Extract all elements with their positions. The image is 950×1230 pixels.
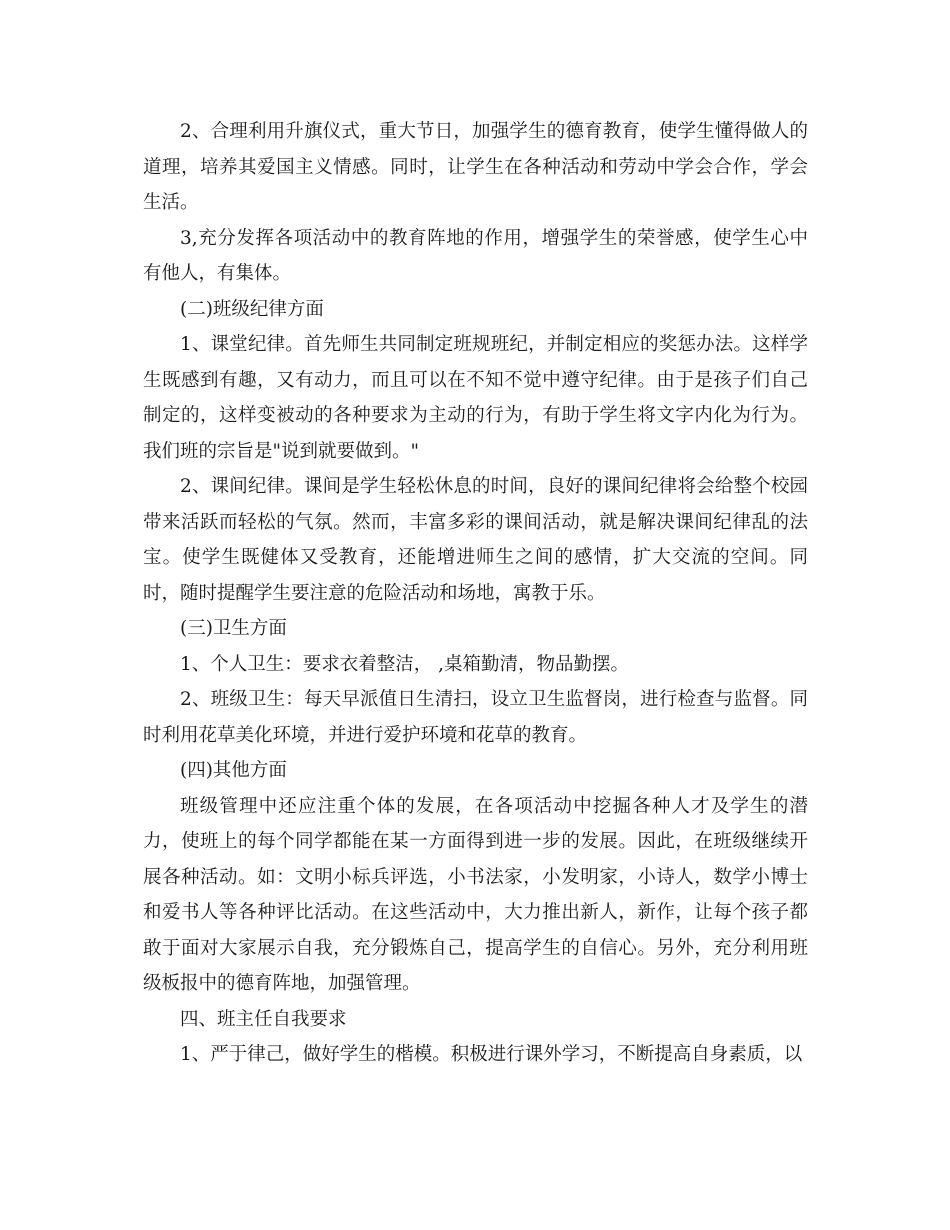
paragraph-recess-discipline: 2、课间纪律。课间是学生轻松休息的时间，良好的课间纪律将会给整个校园带来活跃而轻松的气氛。然而，丰富多彩的课间活动，就是解决课间纪律乱的法宝。使学生既健体又受教育，还能增进师生之间的感情，扩大交流的空间。同时，随时提醒学生要注意的危险活动和场地，寓教于乐。 [143,476,808,604]
section-heading-hygiene: (三)卫生方面 [180,618,287,639]
section-heading-discipline: (二)班级纪律方面 [180,298,324,320]
paragraph-moral-education-ceremony: 2、合理利用升旗仪式，重大节日，加强学生的德育教育，使学生懂得做人的道理，培养其爱国主义情感。同时，让学生在各种活动和劳动中学会合作，学会生活。 [143,121,808,213]
section-heading-other: (四)其他方面 [180,760,287,781]
section-heading-teacher-requirements: 四、班主任自我要求 [180,1008,347,1030]
paragraph-self-discipline: 1、严于律己，做好学生的楷模。积极进行课外学习，不断提高自身素质，以 [180,1044,803,1065]
paragraph-classroom-discipline: 1、课堂纪律。首先师生共同制定班规班纪，并制定相应的奖惩办法。这样学生既感到有趣，又有动力，而且可以在不知不觉中遵守纪律。由于是孩子们自己制定的，这样变被动的各种要求为主动的行为，有助于学生将文字内化为行为。我们班的宗旨是"说到就要做到。" [143,334,808,462]
paragraph-individual-development: 班级管理中还应注重个体的发展，在各项活动中挖掘各种人才及学生的潜力，使班上的每个同学都能在某一方面得到进一步的发展。因此，在班级继续开展各种活动。如：文明小标兵评选，小书法家，小发明家，小诗人，数学小博士和爱书人等各种评比活动。在这些活动中，大力推出新人，新作，让每个孩子都敢于面对大家展示自我，充分锻炼自己，提高学生的自信心。另外，充分利用班级板报中的德育阵地，加强管理。 [143,795,808,994]
paragraph-personal-hygiene: 1、个人卫生：要求衣着整洁， ,桌箱勤清，物品勤摆。 [180,653,630,675]
paragraph-activity-positions: 3,充分发挥各项活动中的教育阵地的作用，增强学生的荣誉感，使学生心中有他人，有集体。 [143,227,808,284]
paragraph-class-hygiene: 2、班级卫生：每天早派值日生清扫，设立卫生监督岗，进行检查与监督。同时利用花草美化环境，并进行爱护环境和花草的教育。 [143,689,808,746]
document-body [143,114,808,1073]
